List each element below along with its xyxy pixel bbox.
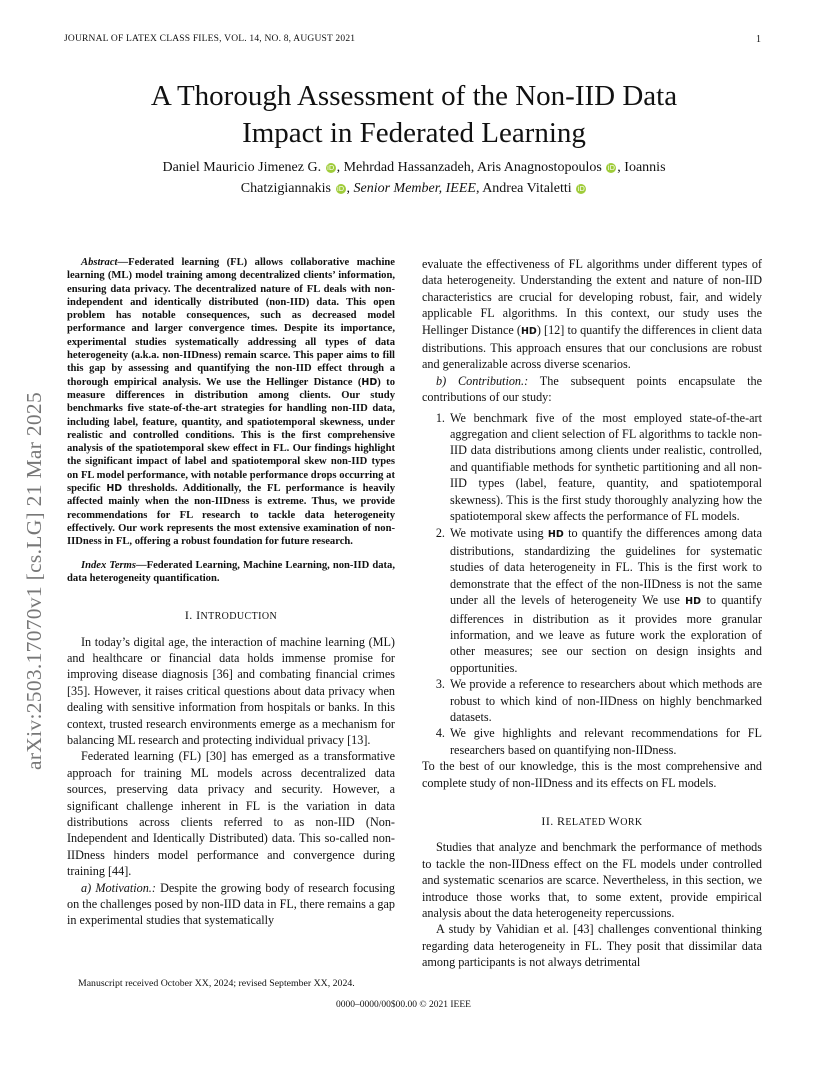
hd-term: HD bbox=[685, 596, 702, 608]
abstract-text-1: —Federated learning (FL) allows collaborative machine learning (ML) model training among decentralized clients’ information, ensuring data privacy. The decentralized nature of FL deals with non-independent and identically distributed (non-IID) data. This open problem has notable consequences, such as decreased model performance and larger convergence times. Despite its importance, experimental studies systematically addressing all types of data heterogeneity (a.k.a. non-IIDness) remain scarce. This paper aims to fill this gap by assessing and quantifying the non-IID effect through a thorough empirical analysis. We use the Hellinger Distance ( bbox=[67, 257, 395, 388]
section-heading-rest: NTRODUCTION bbox=[200, 611, 278, 623]
author-4: Chatzigiannakis bbox=[240, 181, 331, 196]
list-item-text: to quantify the differences among data distributions, standardizing the guidelines for systematic studies of data heterogeneity in FL. This is the first work to demonstrate that the effect of the non-IIDness is not the same under all the levels of heterogeneity We use bbox=[450, 525, 762, 608]
author-5: , Andrea Vitaletti bbox=[475, 181, 572, 196]
related-paragraph-2: A study by Vahidian et al. [43] challenges conventional thinking regarding data heterogeneity in FL. They posit that dissimilar data among participants is not always detrimental bbox=[422, 922, 762, 970]
right-paragraph-3: To the best of our knowledge, this is the most comprehensive and complete study of non-IIDness and its effects on FL models. bbox=[422, 759, 762, 790]
list-item-text: We motivate using bbox=[450, 525, 548, 540]
running-header: JOURNAL OF LATEX CLASS FILES, VOL. 14, NO. 8, AUGUST 2021 bbox=[64, 34, 356, 44]
list-item: 1. We benchmark five of the most employed state-of-the-art aggregation and client selection of FL algorithms to tackle non-IID data distributions among clients under realistic, controlled, and quantifiable methods for synthetic partitioning and all non-IID types (label, feature, quantity, and spatiotemporal skewness). This is the first study thoroughly analyzing how the spatiotemporal skew affects the performance of FL models. bbox=[448, 410, 762, 525]
motivation-text: Despite the growing body of research focusing on the challenges posed by non-IID data in FL, there remains a gap in experimental studies that systematically bbox=[67, 880, 395, 928]
author-4-part: , Ioannis bbox=[617, 160, 666, 175]
motivation-label: a) Motivation.: bbox=[81, 880, 156, 895]
author-separator: , bbox=[346, 181, 354, 196]
right-text-1a: evaluate the effectiveness of FL algorithms under different types of data heterogeneity. Understanding the extent and nature of non-IID characteristics are crucial for developing robust, fair, and widely applicable FL algorithms. In this context, our study uses the Hellinger Distance ( bbox=[422, 257, 762, 337]
page-number: 1 bbox=[756, 34, 761, 45]
list-item: 3. We provide a reference to researchers about which methods are robust to which kind of non-IIDness on highly benchmarked datasets. bbox=[448, 676, 762, 725]
contribution-text: The subsequent points encapsulate the contributions of our study: bbox=[422, 373, 762, 405]
author-4-role: Senior Member, IEEE bbox=[353, 181, 476, 196]
copyright-footer: 0000–0000/00$00.00 © 2021 IEEE bbox=[336, 1000, 471, 1010]
abstract bbox=[67, 256, 395, 549]
author-list bbox=[100, 157, 728, 199]
section-heading-rest: ELATED bbox=[565, 817, 609, 828]
orcid-icon[interactable]: iD bbox=[326, 164, 335, 172]
intro-paragraph-2: Federated learning (FL) [30] has emerged as a transformative approach for training ML models across decentralized data sources, preserving data privacy and security. However, a significant challenge inherent in FL is the variation in data distributions across clients referred to as non-IID (Non-Independent and Identically Distributed) data. This so-called non-IIDness hinders model performance and convergence during training [44]. bbox=[67, 749, 395, 879]
arxiv-stamp: arXiv:2503.17070v1 [cs.LG] 21 Mar 2025 bbox=[22, 391, 46, 770]
orcid-icon[interactable]: iD bbox=[607, 164, 615, 172]
section-heading-rest: ORK bbox=[620, 817, 643, 828]
orcid-icon[interactable]: iD bbox=[336, 185, 345, 193]
hd-term: HD bbox=[361, 376, 378, 388]
section-heading-initial: R bbox=[557, 814, 566, 828]
list-item-text: to quantify differences in distribution as it provides more granular information, and we leave as future work the exploration of other measures; see our section on design insights and opportunities. bbox=[450, 593, 762, 675]
title-line-1: A Thorough Assessment of the Non-IID Data bbox=[150, 80, 678, 112]
contribution-paragraph bbox=[422, 373, 762, 406]
abstract-label: Abstract bbox=[81, 257, 118, 268]
hd-term: HD bbox=[520, 325, 537, 337]
section-heading-introduction bbox=[67, 607, 395, 625]
abstract-text-3: thresholds. Additionally, the FL performance is heavily affected mainly when the non-IIDness is extreme. Thus, we provide recommendations for FL research to tackle data heterogeneity effectively. Our work represents the most extensive examination of non-IIDness in FL, offering a robust foundation for future research. bbox=[67, 483, 395, 548]
section-heading-initial: W bbox=[608, 814, 621, 828]
list-item: 4. We give highlights and relevant recommendations for FL researchers based on quantifying non-IIDness. bbox=[448, 725, 762, 758]
index-terms-label: Index Terms bbox=[81, 559, 137, 571]
author-1: Daniel Mauricio Jimenez G. bbox=[162, 160, 322, 175]
title-line-2: Impact in Federated Learning bbox=[242, 117, 586, 149]
footnote: Manuscript received October XX, 2024; revised September XX, 2024. bbox=[78, 978, 355, 989]
index-terms bbox=[67, 559, 395, 586]
list-item bbox=[448, 525, 762, 677]
related-paragraph-1: Studies that analyze and benchmark the performance of methods to tackle the non-IIDness effect on the FL models under controlled and systematic scenarios are scarce. Nevertheless, in this section, we introduce those works that, to some extent, provide empirical analysis about the data heterogeneity repercussions. bbox=[422, 840, 762, 921]
section-heading-initial: I bbox=[196, 608, 201, 623]
hd-term: HD bbox=[106, 483, 123, 495]
intro-paragraph-1: In today’s digital age, the interaction of machine learning (ML) and healthcare or financial data holds immense promise for improving disease diagnosis [36] and combating financial crimes [35]. However, it raises critical questions about data privacy when dealing with sensitive information from hospitals or banks. In this context, trusted research environments emerge as a mechanism for balancing ML research and protecting individual privacy [13]. bbox=[67, 634, 395, 747]
right-column bbox=[422, 256, 762, 971]
section-number: II. bbox=[541, 814, 558, 828]
abstract-text-2: ) to measure differences in distribution among clients. Our study benchmarks five state-of-the-art strategies for handling non-IID data, including label, feature, quantity, and spatiotemporal skewness, under realistic and controlled conditions. This is the first comprehensive analysis of the spatiotemporal skew effect in FL. Our findings highlight the significant impact of label and spatiotemporal skew non-IID types on FL model performance, with notable performance drops occurring at specific bbox=[67, 376, 395, 495]
left-column bbox=[67, 256, 395, 929]
contribution-list bbox=[422, 410, 762, 759]
index-terms-text: —Federated Learning, Machine Learning, non-IID data, data heterogeneity quantification. bbox=[67, 559, 395, 584]
hd-term: HD bbox=[547, 528, 564, 540]
right-paragraph-1 bbox=[422, 256, 762, 373]
contribution-label: b) Contribution.: bbox=[436, 373, 529, 388]
right-text-1b: ) [12] to quantify the differences in client data distributions. This approach ensures that our conclusions are robust and generalizable across diverse scenarios. bbox=[422, 322, 762, 372]
section-number: I. bbox=[184, 608, 197, 623]
section-heading-related-work bbox=[422, 813, 762, 831]
orcid-icon[interactable]: iD bbox=[577, 185, 585, 193]
paper-title bbox=[0, 78, 828, 152]
motivation-paragraph bbox=[67, 880, 395, 929]
author-2-3: , Mehrdad Hassanzadeh, Aris Anagnostopoulos bbox=[336, 160, 602, 175]
